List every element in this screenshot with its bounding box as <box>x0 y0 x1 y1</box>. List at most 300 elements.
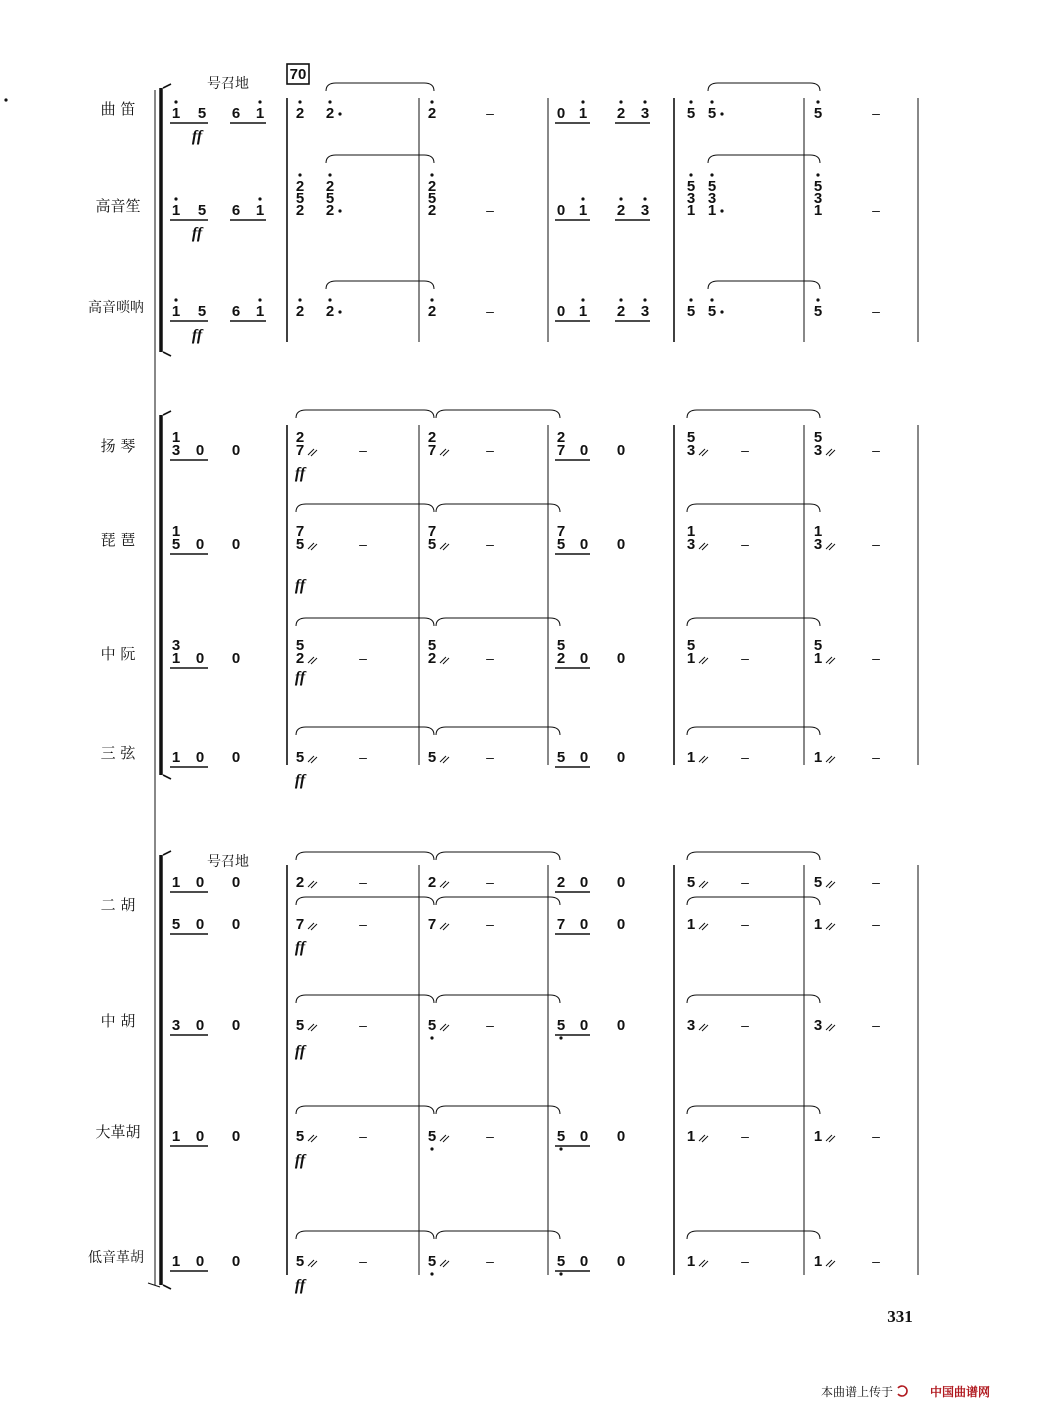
note: 5 <box>813 637 823 654</box>
note: 0 <box>195 650 205 667</box>
note: 7 <box>556 523 566 540</box>
note: 5 <box>686 178 696 195</box>
octave-dot <box>328 173 331 176</box>
note: 2 <box>427 202 437 219</box>
tremolo-mark <box>308 543 317 550</box>
tremolo-mark <box>826 881 835 888</box>
tremolo-mark <box>699 449 708 456</box>
note: 0 <box>231 536 241 553</box>
note: 2 <box>556 429 566 446</box>
note: 2 <box>556 874 566 891</box>
tremolo-mark <box>826 1135 835 1142</box>
note: 1 <box>255 105 265 122</box>
octave-dot <box>619 197 622 200</box>
note: 1 <box>171 202 181 219</box>
note: 0 <box>579 1017 589 1034</box>
octave-dot <box>643 100 646 103</box>
note: 5 <box>295 536 305 553</box>
tie-arc <box>687 995 820 1003</box>
note: 5 <box>427 637 437 654</box>
tremolo-mark <box>308 449 317 456</box>
augmentation-dot <box>720 209 723 212</box>
note: 2 <box>427 429 437 446</box>
note: 5 <box>427 536 437 553</box>
octave-dot <box>430 1147 433 1150</box>
note: 0 <box>579 749 589 766</box>
bracket-hook <box>163 352 171 356</box>
note: 0 <box>616 1017 626 1034</box>
note: 1 <box>813 1253 823 1270</box>
tremolo-mark <box>308 657 317 664</box>
tremolo-mark <box>440 756 449 763</box>
tremolo-mark <box>699 543 708 550</box>
sustain-dash: – <box>872 442 880 458</box>
note: 1 <box>813 650 823 667</box>
note: 5 <box>686 303 696 320</box>
sustain-dash: – <box>872 749 880 765</box>
instrument-label: 低音革胡 <box>88 1250 144 1266</box>
note: 2 <box>325 303 335 320</box>
note: 0 <box>195 536 205 553</box>
note: 0 <box>195 874 205 891</box>
tremolo-mark <box>699 923 708 930</box>
note: 0 <box>579 650 589 667</box>
tie-arc <box>436 618 560 626</box>
tie-arc <box>436 1106 560 1114</box>
octave-dot <box>689 298 692 301</box>
sustain-dash: – <box>872 1128 880 1144</box>
note: 1 <box>813 916 823 933</box>
note: 5 <box>813 105 823 122</box>
dynamic-ff: ff <box>294 669 306 686</box>
note: 5 <box>171 536 181 553</box>
octave-dot <box>298 173 301 176</box>
dynamic-ff: ff <box>294 1043 306 1060</box>
sustain-dash: – <box>486 1017 494 1033</box>
tie-arc <box>708 83 820 91</box>
note: 1 <box>171 749 181 766</box>
octave-dot <box>581 100 584 103</box>
dynamic-ff: ff <box>294 465 306 482</box>
note: 5 <box>556 1128 566 1145</box>
note: 1 <box>813 749 823 766</box>
octave-dot <box>710 100 713 103</box>
note: 0 <box>231 916 241 933</box>
octave-dot <box>258 100 261 103</box>
tie-arc <box>436 410 560 418</box>
page-number: 331 <box>887 1307 913 1326</box>
note: 2 <box>325 202 335 219</box>
footer-brand: 中国曲谱网 <box>929 1385 991 1399</box>
sustain-dash: – <box>486 650 494 666</box>
note: 0 <box>579 442 589 459</box>
note: 0 <box>616 536 626 553</box>
augmentation-dot <box>338 209 341 212</box>
note: 5 <box>813 874 823 891</box>
octave-dot <box>258 197 261 200</box>
octave-dot <box>559 1147 562 1150</box>
note: 5 <box>707 105 717 122</box>
note: 3 <box>813 1017 823 1034</box>
note: 5 <box>295 749 305 766</box>
note: 5 <box>427 1017 437 1034</box>
instrument-label: 中 阮 <box>100 645 136 663</box>
note: 3 <box>640 105 650 122</box>
sustain-dash: – <box>486 105 494 121</box>
tremolo-mark <box>699 1260 708 1267</box>
note: 3 <box>171 637 181 654</box>
dynamic-ff: ff <box>294 1277 306 1294</box>
note: 2 <box>325 105 335 122</box>
note: 1 <box>686 749 696 766</box>
sustain-dash: – <box>359 442 367 458</box>
note: 3 <box>813 536 823 553</box>
note: 0 <box>231 442 241 459</box>
note: 0 <box>556 105 566 122</box>
sustain-dash: – <box>359 536 367 552</box>
sustain-dash: – <box>741 442 749 458</box>
tremolo-mark <box>699 756 708 763</box>
note: 7 <box>427 442 437 459</box>
note: 5 <box>197 303 207 320</box>
note: 5 <box>427 190 437 207</box>
dynamic-ff: ff <box>294 577 306 594</box>
octave-dot <box>298 298 301 301</box>
note: 2 <box>556 650 566 667</box>
note: 1 <box>686 916 696 933</box>
octave-dot <box>559 1272 562 1275</box>
tie-arc <box>708 281 820 289</box>
tie-arc <box>326 155 434 163</box>
octave-dot <box>430 1272 433 1275</box>
augmentation-dot <box>338 112 341 115</box>
note: 5 <box>427 1128 437 1145</box>
note: 3 <box>640 202 650 219</box>
tie-arc <box>296 1106 434 1114</box>
tie-arc <box>687 897 820 905</box>
note: 0 <box>616 1253 626 1270</box>
bracket-hook <box>163 84 171 88</box>
tie-arc <box>296 995 434 1003</box>
note: 0 <box>579 1253 589 1270</box>
note: 0 <box>195 1128 205 1145</box>
augmentation-dot <box>720 112 723 115</box>
tremolo-mark <box>826 1024 835 1031</box>
site-logo-icon <box>898 1386 907 1396</box>
octave-dot <box>430 100 433 103</box>
note: 1 <box>813 202 823 219</box>
tie-arc <box>326 83 434 91</box>
tie-arc <box>436 852 560 860</box>
note: 3 <box>686 536 696 553</box>
note: 1 <box>255 202 265 219</box>
tie-arc <box>296 897 434 905</box>
note: 1 <box>686 202 696 219</box>
dynamic-ff: ff <box>294 1152 306 1169</box>
note: 7 <box>295 442 305 459</box>
note: 1 <box>171 429 181 446</box>
note: 7 <box>295 523 305 540</box>
octave-dot <box>430 173 433 176</box>
bracket-hook <box>163 851 171 855</box>
note: 1 <box>813 523 823 540</box>
note: 2 <box>427 650 437 667</box>
sustain-dash: – <box>872 650 880 666</box>
note: 5 <box>171 916 181 933</box>
tremolo-mark <box>308 923 317 930</box>
tie-arc <box>436 1231 560 1239</box>
tremolo-mark <box>699 1135 708 1142</box>
octave-dot <box>328 298 331 301</box>
note: 0 <box>231 1017 241 1034</box>
sustain-dash: – <box>486 303 494 319</box>
tie-arc <box>436 727 560 735</box>
note: 1 <box>171 1128 181 1145</box>
tremolo-mark <box>440 881 449 888</box>
octave-dot <box>430 298 433 301</box>
octave-dot <box>689 100 692 103</box>
note: 1 <box>578 202 588 219</box>
note: 7 <box>556 442 566 459</box>
note: 1 <box>171 650 181 667</box>
note: 1 <box>171 303 181 320</box>
note: 5 <box>556 1253 566 1270</box>
tie-arc <box>687 1231 820 1239</box>
tremolo-mark <box>440 543 449 550</box>
note: 7 <box>556 916 566 933</box>
note: 1 <box>578 105 588 122</box>
tremolo-mark <box>440 923 449 930</box>
note: 2 <box>295 105 305 122</box>
octave-dot <box>328 100 331 103</box>
note: 3 <box>640 303 650 320</box>
note: 0 <box>195 749 205 766</box>
sustain-dash: – <box>741 916 749 932</box>
dynamic-ff: ff <box>191 128 203 145</box>
note: 1 <box>686 1128 696 1145</box>
tie-arc <box>436 995 560 1003</box>
rehearsal-mark: 70 <box>289 66 307 83</box>
tremolo-mark <box>826 1260 835 1267</box>
sustain-dash: – <box>486 202 494 218</box>
tie-arc <box>326 281 434 289</box>
note: 5 <box>556 1017 566 1034</box>
tremolo-mark <box>440 1260 449 1267</box>
note: 2 <box>427 178 437 195</box>
note: 2 <box>616 303 626 320</box>
octave-dot <box>174 298 177 301</box>
tremolo-mark <box>308 1260 317 1267</box>
octave-dot <box>174 197 177 200</box>
note: 2 <box>295 303 305 320</box>
bracket-hook <box>163 411 171 415</box>
tremolo-mark <box>826 923 835 930</box>
note: 5 <box>686 637 696 654</box>
note: 0 <box>195 1017 205 1034</box>
note: 5 <box>295 190 305 207</box>
tremolo-mark <box>308 756 317 763</box>
sustain-dash: – <box>872 105 880 121</box>
note: 2 <box>616 202 626 219</box>
sustain-dash: – <box>486 874 494 890</box>
note: 5 <box>427 749 437 766</box>
note: 0 <box>195 1253 205 1270</box>
instrument-label: 扬 琴 <box>100 437 136 455</box>
tie-arc <box>687 410 820 418</box>
sustain-dash: – <box>486 442 494 458</box>
octave-dot <box>816 298 819 301</box>
sustain-dash: – <box>359 916 367 932</box>
note: 5 <box>813 429 823 446</box>
note: 0 <box>231 1253 241 1270</box>
note: 5 <box>295 1017 305 1034</box>
note: 3 <box>686 1017 696 1034</box>
note: 0 <box>556 202 566 219</box>
octave-dot <box>816 173 819 176</box>
note: 0 <box>231 749 241 766</box>
note: 1 <box>171 105 181 122</box>
note: 2 <box>295 650 305 667</box>
note: 5 <box>813 178 823 195</box>
note: 6 <box>231 303 241 320</box>
sustain-dash: – <box>486 916 494 932</box>
octave-dot <box>710 298 713 301</box>
sustain-dash: – <box>741 1128 749 1144</box>
sustain-dash: – <box>872 1253 880 1269</box>
sustain-dash: – <box>741 650 749 666</box>
system-line <box>148 1283 160 1287</box>
tremolo-mark <box>308 1135 317 1142</box>
note: 2 <box>295 429 305 446</box>
note: 1 <box>171 1253 181 1270</box>
note: 0 <box>556 303 566 320</box>
tie-arc <box>687 727 820 735</box>
sustain-dash: – <box>872 874 880 890</box>
tremolo-mark <box>699 657 708 664</box>
note: 5 <box>813 303 823 320</box>
tremolo-mark <box>699 1024 708 1031</box>
augmentation-dot <box>338 310 341 313</box>
tremolo-mark <box>440 1024 449 1031</box>
note: 1 <box>578 303 588 320</box>
instrument-label: 曲 笛 <box>100 100 136 118</box>
dynamic-ff: ff <box>294 939 306 956</box>
note: 0 <box>195 442 205 459</box>
expression-text: 号召地 <box>207 76 249 92</box>
note: 0 <box>579 536 589 553</box>
note: 5 <box>295 1128 305 1145</box>
tie-arc <box>687 618 820 626</box>
tremolo-mark <box>826 543 835 550</box>
octave-dot <box>710 173 713 176</box>
note: 2 <box>427 303 437 320</box>
sustain-dash: – <box>359 650 367 666</box>
sustain-dash: – <box>486 1128 494 1144</box>
tie-arc <box>296 727 434 735</box>
octave-dot <box>619 298 622 301</box>
tie-arc <box>687 504 820 512</box>
note: 0 <box>616 650 626 667</box>
note: 5 <box>686 429 696 446</box>
tremolo-mark <box>308 1024 317 1031</box>
octave-dot <box>643 298 646 301</box>
tie-arc <box>708 155 820 163</box>
note: 5 <box>707 303 717 320</box>
tie-arc <box>687 1106 820 1114</box>
note: 0 <box>616 916 626 933</box>
note: 2 <box>295 178 305 195</box>
sustain-dash: – <box>741 874 749 890</box>
tremolo-mark <box>826 756 835 763</box>
sustain-dash: – <box>359 1253 367 1269</box>
bracket-hook <box>163 1285 171 1289</box>
note: 0 <box>616 749 626 766</box>
note: 3 <box>171 442 181 459</box>
tremolo-mark <box>440 449 449 456</box>
tie-arc <box>687 852 820 860</box>
tie-arc <box>436 897 560 905</box>
octave-dot <box>689 173 692 176</box>
note: 5 <box>556 749 566 766</box>
note: 6 <box>231 202 241 219</box>
note: 7 <box>427 523 437 540</box>
tie-arc <box>296 618 434 626</box>
note: 5 <box>686 874 696 891</box>
sustain-dash: – <box>359 874 367 890</box>
note: 2 <box>295 874 305 891</box>
instrument-label: 高音笙 <box>95 197 141 215</box>
octave-dot <box>430 1036 433 1039</box>
note: 0 <box>579 874 589 891</box>
note: 0 <box>579 1128 589 1145</box>
note: 0 <box>616 1128 626 1145</box>
note: 1 <box>686 650 696 667</box>
octave-dot <box>816 100 819 103</box>
note: 5 <box>556 637 566 654</box>
note: 3 <box>813 190 823 207</box>
tie-arc <box>296 504 434 512</box>
tie-arc <box>436 504 560 512</box>
tie-arc <box>296 410 434 418</box>
note: 2 <box>427 874 437 891</box>
note: 3 <box>813 442 823 459</box>
sustain-dash: – <box>741 1017 749 1033</box>
note: 0 <box>616 442 626 459</box>
octave-dot <box>258 298 261 301</box>
tie-arc <box>296 852 434 860</box>
note: 1 <box>813 1128 823 1145</box>
sustain-dash: – <box>741 536 749 552</box>
page-mark <box>4 98 7 101</box>
augmentation-dot <box>720 310 723 313</box>
sustain-dash: – <box>359 1128 367 1144</box>
footer-upload-text: 本曲谱上传于 <box>820 1385 893 1399</box>
note: 3 <box>707 190 717 207</box>
note: 1 <box>686 523 696 540</box>
sustain-dash: – <box>872 303 880 319</box>
tremolo-mark <box>440 1135 449 1142</box>
note: 1 <box>255 303 265 320</box>
octave-dot <box>581 298 584 301</box>
instrument-label: 二 胡 <box>100 896 136 914</box>
octave-dot <box>643 197 646 200</box>
note: 0 <box>231 1128 241 1145</box>
expression-text: 号召地 <box>207 854 249 870</box>
octave-dot <box>619 100 622 103</box>
tremolo-mark <box>826 657 835 664</box>
bracket-hook <box>163 775 171 779</box>
sustain-dash: – <box>741 1253 749 1269</box>
